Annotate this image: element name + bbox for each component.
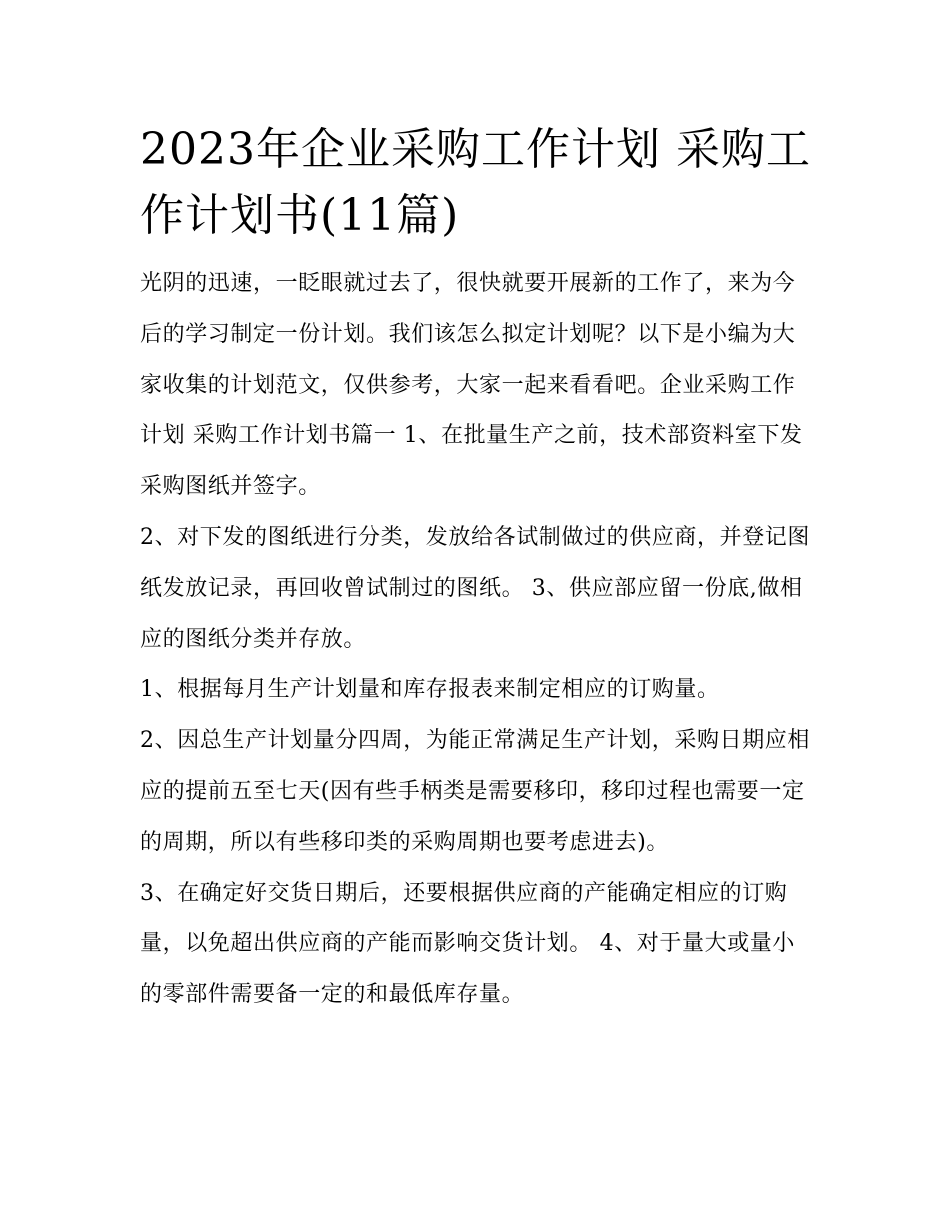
paragraph-lead-time: 2、因总生产计划量分四周，为能正常满足生产计划，采购日期应相应的提前五至七天(因有些手柄类是需要移印，移印过程也需要一定的周期，所以有些移印类的采购周期也要考虑进去)。 [140, 728, 810, 855]
paragraph-order-quantity: 1、根据每月生产计划量和库存报表来制定相应的订购量。 [140, 677, 720, 703]
paragraph-capacity: 3、在确定好交货日期后，还要根据供应商的产能确定相应的订购量，以免超出供应商的产能而影响交货计划。 4、对于量大或量小的零部件需要备一定的和最低库存量。 [140, 880, 795, 1008]
paragraph-drawings: 2、对下发的图纸进行分类，发放给各试制做过的供应商，并登记图纸发放记录，再回收曾试制过的图纸。 3、供应部应留一份底,做相应的图纸分类并存放。 [140, 524, 810, 652]
document-page [140, 117, 812, 1021]
document-title: 2023年企业采购工作计划 采购工作计划书(11篇) [140, 124, 811, 241]
paragraph-intro: 光阴的迅速，一眨眼就过去了，很快就要开展新的工作了，来为今后的学习制定一份计划。我们该怎么拟定计划呢？以下是小编为大家收集的计划范文，仅供参考，大家一起来看看吧。企业采购工作计划 采购工作计划书篇一 1、在批量生产之前，技术部资料室下发采购图纸并签字。 [140, 271, 803, 500]
